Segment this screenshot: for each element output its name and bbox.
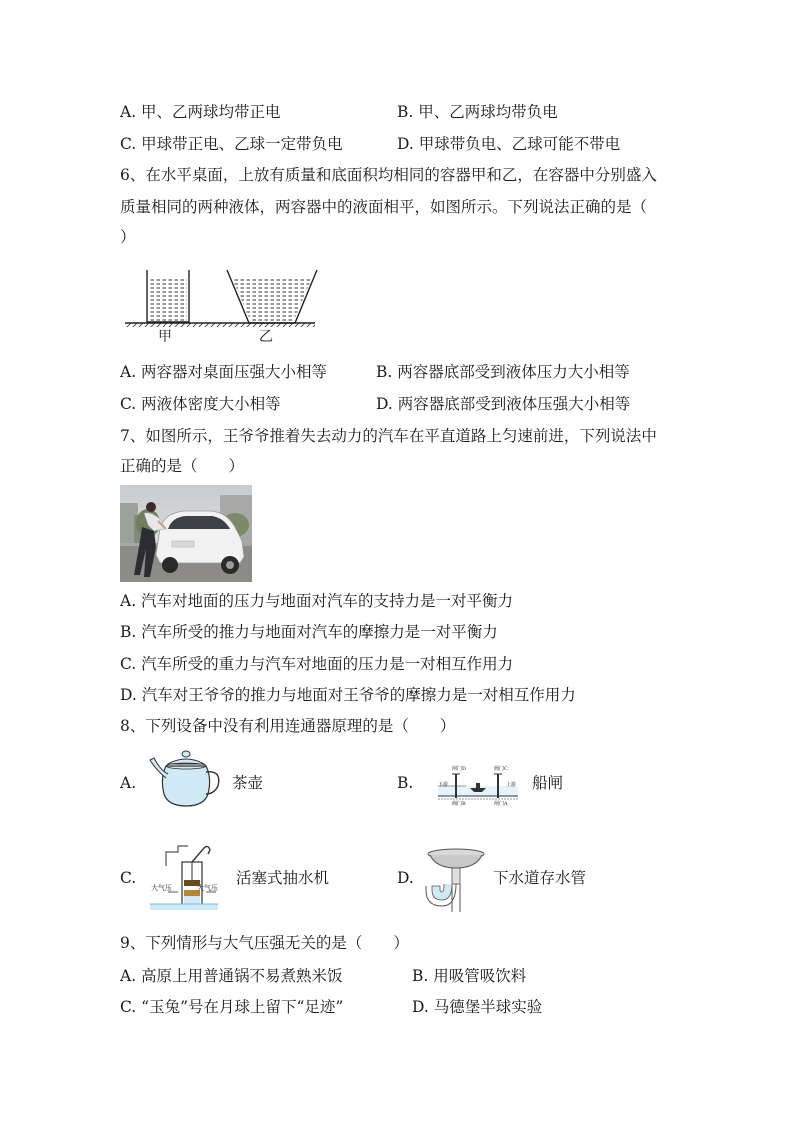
q9-stem: 9、下列情形与大气压强无关的是（ ） (120, 934, 409, 952)
q7-stem-line1: 7、如图所示，王爷爷推着失去动力的汽车在平直道路上匀速前进，下列说法中 (120, 427, 657, 445)
q5-option-c: C. 甲球带正电、乙球一定带负电 (120, 135, 343, 153)
q9-option-a: A. 高原上用普通锅不易煮熟米饭 (120, 967, 343, 985)
piston-pump-diagram (148, 842, 220, 912)
q5-option-d: D. 甲球带负电、乙球可能不带电 (397, 135, 621, 153)
q9-option-c: C. “玉兔”号在月球上留下“足迹” (120, 998, 344, 1016)
q8-a-letter: A. (120, 774, 137, 792)
q5-option-b: B. 甲、乙两球均带负电 (397, 103, 558, 121)
teapot-icon (146, 748, 224, 810)
ship-lock-label-5: 阀门B (452, 801, 466, 807)
q8-a-text: 茶壶 (232, 774, 264, 792)
q6-stem-line3: ） (120, 228, 136, 246)
q8-b-letter: B. (397, 774, 414, 792)
q6-option-c: C. 两液体密度大小相等 (120, 395, 281, 413)
q6-stem-line1: 6、在水平桌面，上放有质量和底面积均相同的容器甲和乙，在容器中分别盛入 (120, 166, 657, 184)
q6-label-yi: 乙 (259, 329, 273, 345)
q7-option-b: B. 汽车所受的推力与地面对汽车的摩擦力是一对平衡力 (120, 623, 498, 641)
pump-label-left: 大气压 (151, 884, 172, 892)
q9-option-b: B. 用吸管吸饮料 (412, 967, 527, 985)
q6-stem-line2: 质量相同的两种液体，两容器中的液面相平，如图所示。下列说法正确的是（ (120, 198, 648, 216)
q5-option-a: A. 甲、乙两球均带正电 (120, 103, 281, 121)
q6-option-b: B. 两容器底部受到液体压力大小相等 (376, 363, 630, 381)
ship-lock-label-2: 阀门C (494, 766, 508, 772)
q9-option-d: D. 马德堡半球实验 (412, 998, 543, 1016)
q7-option-a: A. 汽车对地面的压力与地面对汽车的支持力是一对平衡力 (120, 592, 514, 610)
q7-option-c: C. 汽车所受的重力与汽车对地面的压力是一对相互作用力 (120, 655, 514, 673)
q8-d-letter: D. (397, 869, 414, 887)
q8-c-text: 活塞式抽水机 (236, 869, 330, 887)
q6-option-d: D. 两容器底部受到液体压强大小相等 (376, 395, 631, 413)
ship-lock-label-3: 下游 (438, 782, 449, 788)
ship-lock-label-1: 闸门D (452, 766, 467, 772)
q6-label-jia: 甲 (158, 329, 172, 345)
sink-trap-diagram (422, 846, 486, 914)
q7-option-d: D. 汽车对王爷爷的推力与地面对王爷爷的摩擦力是一对相互作用力 (120, 686, 576, 704)
q8-b-text: 船闸 (532, 774, 564, 792)
q8-c-letter: C. (120, 869, 137, 887)
q8-d-text: 下水道存水管 (493, 869, 587, 887)
q6-containers-figure (120, 262, 320, 346)
q7-car-push-photo (120, 485, 252, 582)
q8-stem: 8、下列设备中没有利用连通器原理的是（ ） (120, 717, 456, 735)
q6-option-a: A. 两容器对桌面压强大小相等 (120, 363, 328, 381)
pump-label-right: 大气压 (197, 884, 218, 892)
ship-lock-label-4: 上游 (506, 782, 517, 788)
q7-stem-line2: 正确的是（ ） (120, 457, 245, 475)
ship-lock-label-6: 闸门A (494, 801, 508, 807)
